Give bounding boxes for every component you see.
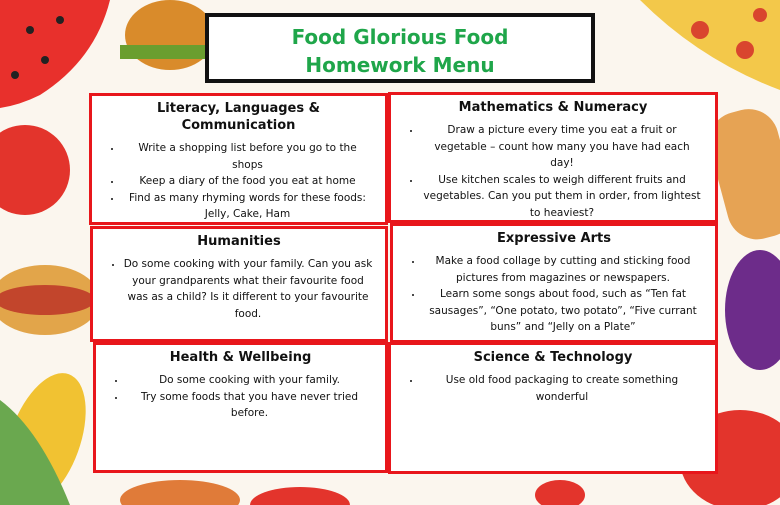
list-item: • Learn some songs about food, such as “Ten fat sausages”, “One potato, two potato”, “Five currant buns” and “Jelly on a Plate” [423, 286, 703, 336]
panel-health [93, 342, 388, 473]
list-item: • Keep a diary of the food you eat at home [122, 173, 373, 190]
panel-literacy [89, 93, 388, 225]
title-box [205, 13, 595, 83]
list-item: • Find as many rhyming words for these foods: Jelly, Cake, Ham [122, 190, 373, 223]
panel-humanities [90, 226, 388, 342]
panel-heading: Health & Wellbeing [169, 350, 312, 365]
list-item: • Do some cooking with your family. [126, 372, 373, 389]
list-item: • Try some foods that you have never tried before. [126, 389, 373, 422]
panel-maths [388, 92, 718, 223]
burger-icon [125, 0, 215, 70]
list-item: • Use old food packaging to create something wonderful [421, 372, 703, 405]
list-item: • Make a food collage by cutting and sticking food pictures from magazines or newspapers. [423, 253, 703, 286]
page-subtitle: Homework Menu [305, 53, 495, 77]
panel-heading: Literacy, Languages & Communication [157, 101, 320, 133]
panel-heading: Expressive Arts [497, 231, 611, 246]
panel-heading: Humanities [197, 234, 281, 249]
panel-heading: Mathematics & Numeracy [458, 100, 648, 115]
list-item: • Write a shopping list before you go to the shops [122, 140, 373, 173]
panel-heading: Science & Technology [473, 350, 633, 365]
panel-arts [390, 223, 718, 343]
list-item: • Use kitchen scales to weigh different fruits and vegetables. Can you put them in order, from lightest to heaviest? [421, 172, 703, 222]
page-title: Food Glorious Food [291, 25, 509, 49]
list-item: • Draw a picture every time you eat a fruit or vegetable – count how many you have had each day! [421, 122, 703, 172]
panel-science [388, 342, 718, 474]
list-item: • Do some cooking with your family. Can you ask your grandparents what their favourite food was as a child? Is it different to your favourite food. [123, 256, 373, 322]
